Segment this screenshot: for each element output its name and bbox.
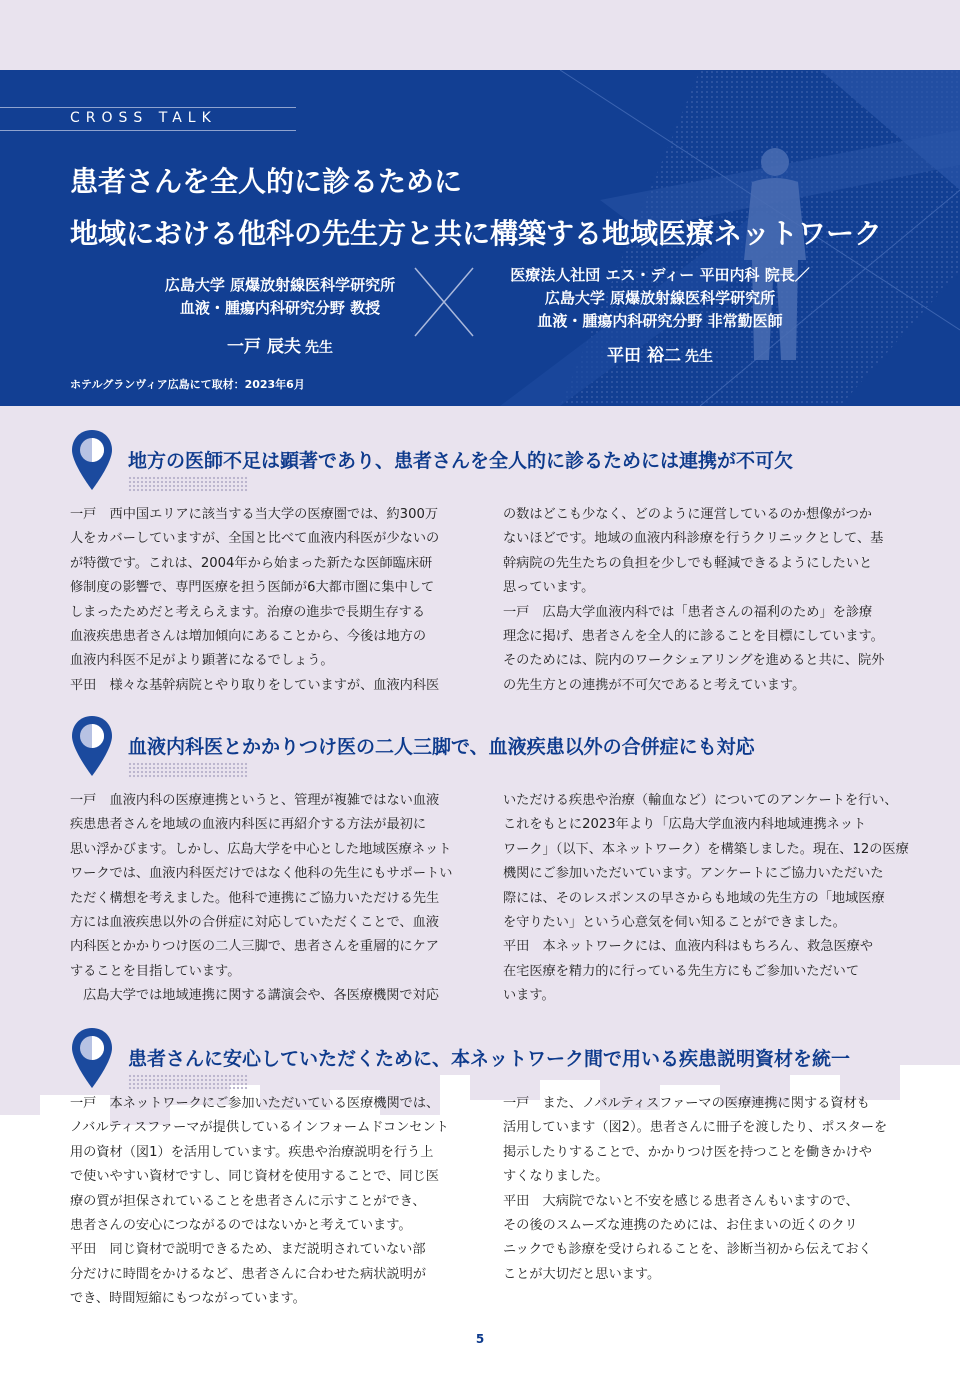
paragraph-line: 一戸 西中国エリアに該当する当大学の医療圏では、約300万 (70, 507, 439, 522)
paragraph-line: 一戸 広島大学血液内科では「患者さんの福利のため」を診療 (503, 604, 873, 620)
paragraph-line: 内科医とかかりつけ医の二人三脚で、患者さんを重層的にケア (70, 939, 439, 955)
section-1-title: 地方の医師不足は顕著であり、患者さんを全人的に診るためには連携が不可欠 (128, 450, 794, 472)
paragraph-line: 平田 同じ資材で説明できるため、まだ説明されていない部 (70, 1242, 426, 1258)
paragraph-line: 平田 様々な基幹病院とやり取りをしていますが、血液内科医 (70, 677, 440, 693)
paragraph-line: 幹病院の先生たちの負担を少しでも軽減できるようにしたいと (503, 555, 873, 571)
paragraph-line: 在宅医療を精力的に行っている先生方にもご参加いただいて (503, 963, 860, 979)
kicker-rule-bottom (0, 130, 296, 131)
paragraph-line: その後のスムーズな連携のためには、お住まいの近くのクリ (503, 1218, 858, 1234)
section-3-heading (70, 1026, 930, 1090)
paragraph-line: 血液内科医不足がより顕著になるでしょう。 (70, 653, 334, 669)
paragraph-line: 分だけに時間をかけるなど、患者さんに合わせた病状説明が (70, 1266, 427, 1282)
paragraph-line: 血液疾患患者さんは増加傾向にあることから、今後は地方の (70, 629, 427, 645)
paragraph-line: 一戸 血液内科の医療連携というと、管理が複雑ではない血液 (70, 793, 440, 808)
speaker-left-affiliation-1: 広島大学 原爆放射線医科学研究所 (164, 276, 396, 294)
paragraph-line: の先生方との連携が不可欠であると考えています。 (503, 677, 806, 693)
section-2-title: 血液内科医とかかりつけ医の二人三脚で、血液疾患以外の合併症にも対応 (128, 736, 755, 758)
section-3-dot-rule (128, 1074, 248, 1090)
paragraph-line: 広島大学では地域連携に関する講演会や、各医療機関で対応 (70, 988, 439, 1004)
paragraph-line: すくなりました。 (503, 1169, 609, 1185)
kicker-rule-top (0, 107, 296, 108)
paragraph-line: ないほどです。地域の血液内科診療を行うクリニックとして、基 (503, 531, 884, 547)
paragraph-line: 人をカバーしていますが、全国と比べて血液内科医が少ないの (70, 531, 440, 547)
cross-icon (413, 266, 475, 338)
paragraph-line: しまったためだと考えらえます。治療の進歩で長期生存する (70, 604, 426, 620)
paragraph-line: 修制度の影響で、専門医療を担う医師が6大都市圏に集中して (70, 580, 435, 596)
paragraph-line: 理念に掲げ、患者さんを全人的に診ることを目標にしています。 (503, 629, 884, 645)
location-pin-icon (70, 428, 114, 492)
page-number: 5 (475, 1332, 485, 1346)
paragraph-line: 機関にご参加いただいています。アンケートにご協力いただいた (503, 866, 884, 882)
section-2-right-column (503, 789, 909, 1009)
paragraph-line: ことが大切だと思います。 (503, 1266, 661, 1282)
section-2-left-column (70, 789, 470, 1009)
speaker-right-name: 平田 裕二 (607, 346, 681, 366)
top-margin (0, 0, 960, 70)
speaker-left-name: 一戸 辰夫 (227, 337, 301, 357)
section-3-left-column (70, 1092, 470, 1312)
paragraph-line: 一戸 また、ノバルティスファーマの医療連携に関する資材も (503, 1096, 870, 1111)
speaker-right (490, 264, 830, 366)
paragraph-line: 療の質が担保されていることを患者さんに示すことができ、 (70, 1193, 426, 1209)
location-pin-icon (70, 714, 114, 778)
paragraph-line: ニックでも診療を受けられることを、診断当初から伝えておく (503, 1242, 872, 1258)
speaker-right-name-row (490, 341, 830, 366)
paragraph-line: を守りたい」という心意気を伺い知ることができました。 (503, 915, 846, 931)
speaker-left-name-row (120, 332, 440, 357)
speaker-left-affiliation-2: 血液・腫瘍内科研究分野 教授 (179, 299, 381, 317)
paragraph-line: でき、時間短縮にもつながっています。 (70, 1291, 306, 1307)
title-line-2: 地域における他科の先生方と共に構築する地域医療ネットワーク (70, 217, 883, 250)
section-2-dot-rule (128, 762, 248, 778)
paragraph-line: これをもとに2023年より「広島大学血液内科地域連携ネット (503, 817, 867, 833)
paragraph-line: することを目指しています。 (70, 963, 241, 979)
interview-credit: ホテルグランヴィア広島にて取材：2023年6月 (70, 378, 305, 391)
speaker-right-affiliation-2: 広島大学 原爆放射線医科学研究所 (544, 289, 776, 307)
section-3-right-column (503, 1092, 903, 1287)
paragraph-line: の数はどこも少なく、どのように運営しているのか想像がつか (503, 507, 872, 522)
paragraph-line: ワークでは、血液内科医だけではなく他科の先生にもサポートい (70, 866, 453, 882)
speaker-left-honorific: 先生 (304, 340, 333, 356)
speaker-right-affiliation-1: 医療法人社団 エス・ディー 平田内科 院長／ (510, 266, 810, 284)
title-line-1: 患者さんを全人的に診るために (70, 165, 463, 198)
section-1-right-column (503, 503, 903, 698)
paragraph-line: が特徴です。これは、2004年から始まった新たな医師臨床研 (70, 555, 433, 571)
paragraph-line: 方には血液疾患以外の合併症に対応していただくことで、血液 (70, 915, 439, 931)
paragraph-line: 際には、そのレスポンスの早さからも地域の先生方の「地域医療 (503, 890, 885, 906)
paragraph-line: 用の資材（図1）を活用しています。疾患や治療説明を行う上 (70, 1144, 434, 1160)
speaker-right-affiliation-3: 血液・腫瘍内科研究分野 非常勤医師 (537, 312, 783, 330)
section-1-dot-rule (128, 476, 248, 492)
page-title (70, 156, 882, 260)
paragraph-line: 思っています。 (503, 580, 595, 596)
paragraph-line: ただく構想を考えました。他科で連携にご協力いただける先生 (70, 890, 440, 906)
section-1-left-column (70, 503, 470, 698)
hero-banner (0, 70, 960, 406)
location-pin-icon (70, 1026, 114, 1090)
section-2-heading (70, 714, 930, 778)
kicker-label: CROSS TALK (70, 110, 217, 126)
section-3-title: 患者さんに安心していただくために、本ネットワーク間で用いる疾患説明資材を統一 (128, 1048, 851, 1070)
paragraph-line: います。 (503, 988, 555, 1004)
paragraph-line: 平田 本ネットワークには、血液内科はもちろん、救急医療や (503, 939, 874, 955)
paragraph-line: で使いやすい資材ですし、同じ資材を使用することで、同じ医 (70, 1169, 439, 1185)
paragraph-line: いただける疾患や治療（輸血など）についてのアンケートを行い、 (503, 793, 898, 808)
paragraph-line: 一戸 本ネットワークにご参加いただいている医療機関では、 (70, 1096, 440, 1111)
paragraph-line: 患者さんの安心につながるのではないかと考えています。 (70, 1218, 412, 1234)
paragraph-line: 思い浮かびます。しかし、広島大学を中心とした地域医療ネット (70, 841, 452, 857)
paragraph-line: ノバルティスファーマが提供しているインフォームドコンセント (70, 1120, 449, 1136)
paragraph-line: 平田 大病院でないと不安を感じる患者さんもいますので、 (503, 1193, 859, 1209)
section-1-heading (70, 428, 930, 492)
paragraph-line: ワーク」（以下、本ネットワーク）を構築しました。現在、12の医療 (503, 841, 909, 857)
paragraph-line: そのためには、院内のワークシェアリングを進めると共に、院外 (503, 653, 885, 669)
speaker-left (120, 274, 440, 357)
paragraph-line: 活用しています（図2）。患者さんに冊子を渡したり、ポスターを (503, 1120, 888, 1136)
paragraph-line: 掲示したりすることで、かかりつけ医を持つことを働きかけや (503, 1144, 872, 1160)
speaker-right-honorific: 先生 (684, 349, 713, 365)
paragraph-line: 疾患患者さんを地域の血液内科医に再紹介する方法が最初に (70, 817, 427, 833)
